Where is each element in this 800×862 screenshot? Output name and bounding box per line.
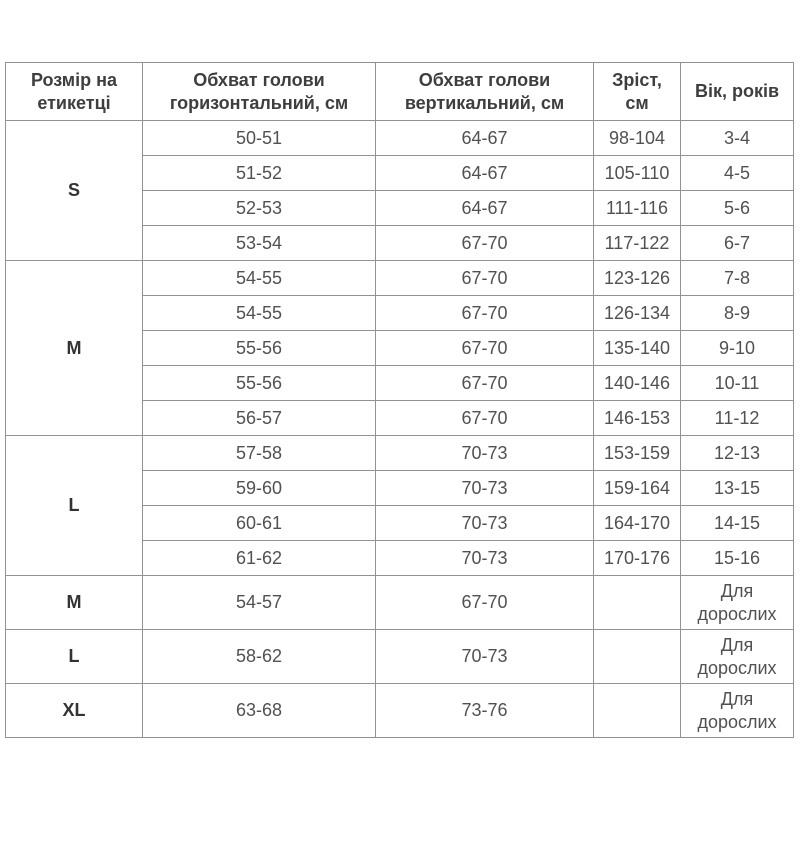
size-label-cell: M: [6, 261, 143, 436]
table-row: [6, 576, 794, 630]
value-cell: 50-51: [143, 121, 376, 156]
value-cell: 64-67: [376, 121, 594, 156]
table-row: [6, 121, 794, 156]
value-cell: Для дорослих: [681, 576, 794, 630]
value-cell: 53-54: [143, 226, 376, 261]
size-label-cell: M: [6, 576, 143, 630]
column-header: Зріст, см: [594, 63, 681, 121]
value-cell: 170-176: [594, 541, 681, 576]
value-cell: 70-73: [376, 506, 594, 541]
value-cell: 73-76: [376, 684, 594, 738]
value-cell: 159-164: [594, 471, 681, 506]
value-cell: 8-9: [681, 296, 794, 331]
value-cell: 59-60: [143, 471, 376, 506]
value-cell: 13-15: [681, 471, 794, 506]
value-cell: 70-73: [376, 471, 594, 506]
value-cell: Для дорослих: [681, 684, 794, 738]
table-body: [6, 121, 794, 738]
value-cell: 64-67: [376, 191, 594, 226]
value-cell: 55-56: [143, 366, 376, 401]
value-cell: 7-8: [681, 261, 794, 296]
value-cell: 67-70: [376, 576, 594, 630]
value-cell: 3-4: [681, 121, 794, 156]
header-row: [6, 63, 794, 121]
value-cell: Для дорослих: [681, 630, 794, 684]
column-header: Обхват голови вертикальний, см: [376, 63, 594, 121]
value-cell: 70-73: [376, 436, 594, 471]
size-chart-page: [0, 62, 800, 862]
size-label-cell: S: [6, 121, 143, 261]
table-row: [6, 684, 794, 738]
value-cell: 63-68: [143, 684, 376, 738]
value-cell: 14-15: [681, 506, 794, 541]
value-cell: 126-134: [594, 296, 681, 331]
value-cell: 5-6: [681, 191, 794, 226]
value-cell: 135-140: [594, 331, 681, 366]
value-cell: 146-153: [594, 401, 681, 436]
value-cell: 55-56: [143, 331, 376, 366]
value-cell: 52-53: [143, 191, 376, 226]
value-cell: 67-70: [376, 226, 594, 261]
value-cell: 67-70: [376, 296, 594, 331]
value-cell: 164-170: [594, 506, 681, 541]
size-label-cell: L: [6, 630, 143, 684]
value-cell: 105-110: [594, 156, 681, 191]
size-label-cell: L: [6, 436, 143, 576]
value-cell: 117-122: [594, 226, 681, 261]
value-cell: 6-7: [681, 226, 794, 261]
value-cell: 54-55: [143, 261, 376, 296]
table-row: [6, 261, 794, 296]
value-cell: 12-13: [681, 436, 794, 471]
value-cell: 61-62: [143, 541, 376, 576]
value-cell: 67-70: [376, 366, 594, 401]
column-header: Вік, років: [681, 63, 794, 121]
table-row: [6, 630, 794, 684]
column-header: Розмір на етикетці: [6, 63, 143, 121]
value-cell: 98-104: [594, 121, 681, 156]
value-cell: 57-58: [143, 436, 376, 471]
value-cell: 15-16: [681, 541, 794, 576]
value-cell: 54-57: [143, 576, 376, 630]
value-cell: 54-55: [143, 296, 376, 331]
value-cell: 67-70: [376, 331, 594, 366]
value-cell: [594, 630, 681, 684]
value-cell: 70-73: [376, 541, 594, 576]
value-cell: 10-11: [681, 366, 794, 401]
value-cell: 67-70: [376, 261, 594, 296]
value-cell: 123-126: [594, 261, 681, 296]
value-cell: 111-116: [594, 191, 681, 226]
value-cell: 140-146: [594, 366, 681, 401]
value-cell: 9-10: [681, 331, 794, 366]
table-row: [6, 436, 794, 471]
value-cell: 56-57: [143, 401, 376, 436]
table-header: [6, 63, 794, 121]
value-cell: 60-61: [143, 506, 376, 541]
value-cell: 153-159: [594, 436, 681, 471]
value-cell: 64-67: [376, 156, 594, 191]
value-cell: [594, 684, 681, 738]
value-cell: 11-12: [681, 401, 794, 436]
value-cell: 58-62: [143, 630, 376, 684]
size-chart-table: [5, 62, 794, 738]
size-label-cell: XL: [6, 684, 143, 738]
value-cell: 67-70: [376, 401, 594, 436]
value-cell: 4-5: [681, 156, 794, 191]
value-cell: [594, 576, 681, 630]
value-cell: 70-73: [376, 630, 594, 684]
column-header: Обхват голови горизонтальний, см: [143, 63, 376, 121]
value-cell: 51-52: [143, 156, 376, 191]
